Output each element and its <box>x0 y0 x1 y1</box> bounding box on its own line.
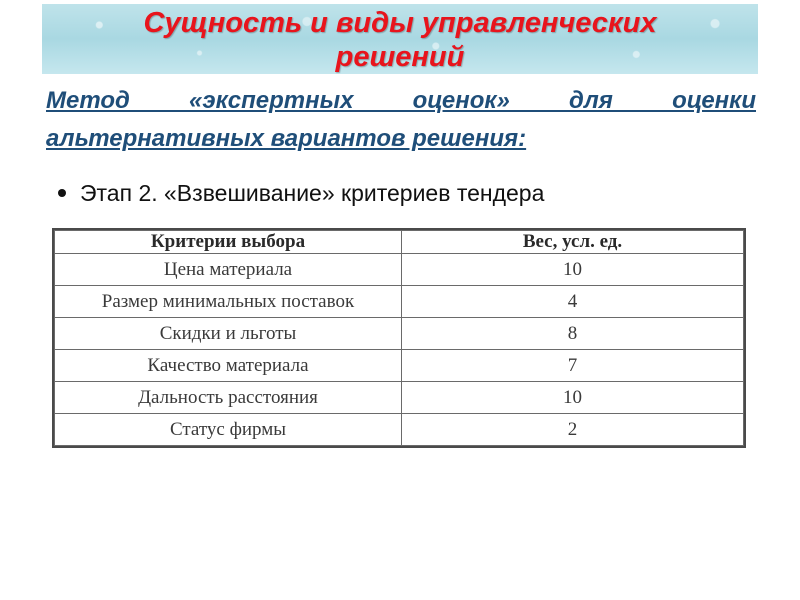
bullet-text: Этап 2. «Взвешивание» критериев тендера <box>80 180 545 206</box>
weight-cell: 10 <box>402 254 744 286</box>
title-banner <box>42 4 758 74</box>
weight-cell: 2 <box>402 414 744 446</box>
table-row <box>55 318 744 350</box>
weight-cell: 7 <box>402 350 744 382</box>
criteria-cell: Дальность расстояния <box>55 382 402 414</box>
table-row <box>55 254 744 286</box>
header-criteria: Критерии выбора <box>55 231 402 254</box>
criteria-cell: Размер минимальных поставок <box>55 286 402 318</box>
table-row <box>55 414 744 446</box>
table-row <box>55 382 744 414</box>
criteria-table <box>52 228 746 448</box>
criteria-cell: Цена материала <box>55 254 402 286</box>
weight-cell: 8 <box>402 318 744 350</box>
weight-cell: 4 <box>402 286 744 318</box>
criteria-table-grid <box>54 230 744 446</box>
criteria-cell: Статус фирмы <box>55 414 402 446</box>
slide-title: Сущность и виды управленческих решений <box>143 7 657 73</box>
weight-cell: 10 <box>402 382 744 414</box>
bullet-item <box>58 178 544 208</box>
table-header-row <box>55 231 744 254</box>
criteria-cell: Скидки и льготы <box>55 318 402 350</box>
header-weight: Вес, усл. ед. <box>402 231 744 254</box>
bullet-dot-icon <box>58 189 66 197</box>
table-row <box>55 286 744 318</box>
table-row <box>55 350 744 382</box>
criteria-cell: Качество материала <box>55 350 402 382</box>
slide-subtitle: Метод «экспертных оценок» для оценки альтернативных вариантов решения: <box>46 87 756 152</box>
